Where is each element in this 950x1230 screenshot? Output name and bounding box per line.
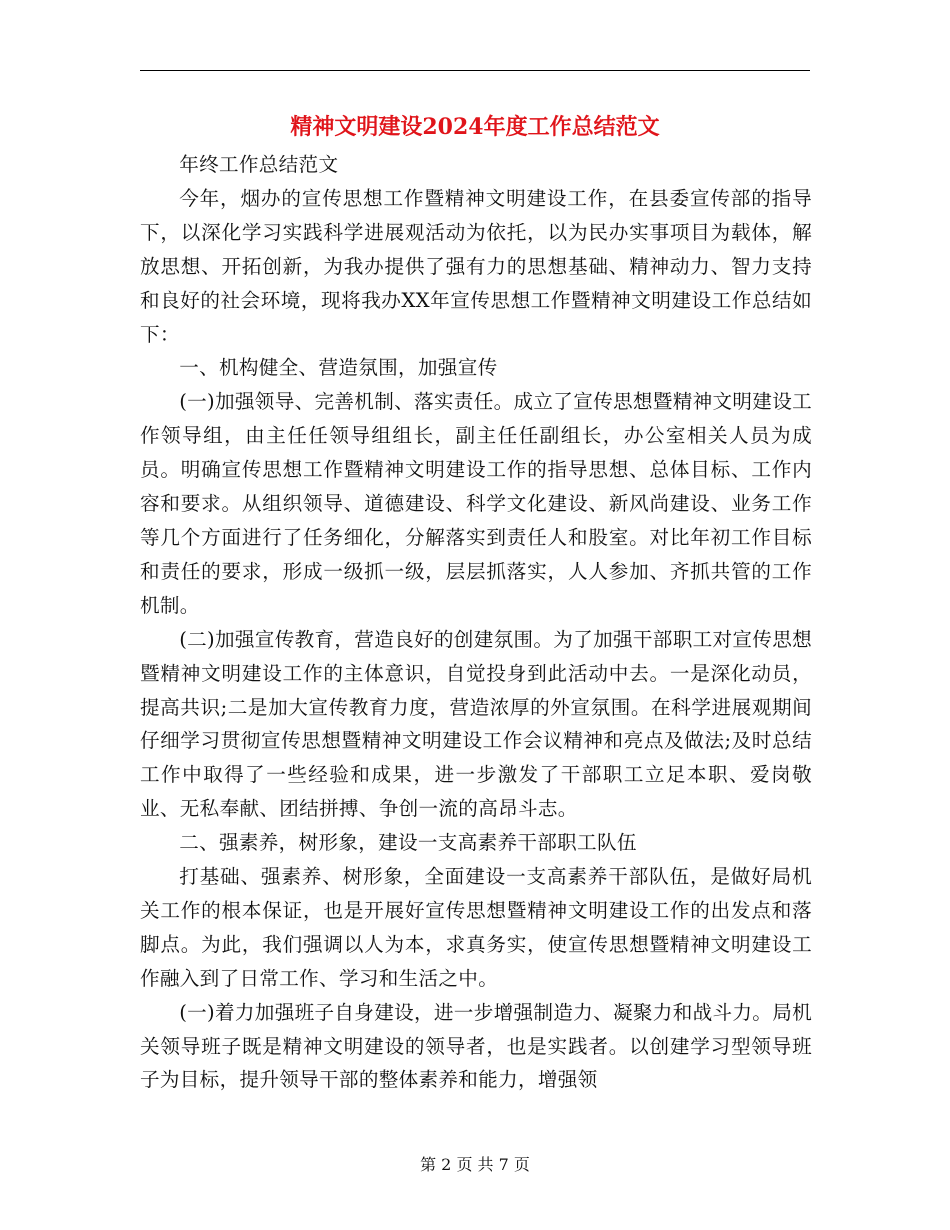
page-number: 第 2 页 共 7 页 <box>420 1155 530 1174</box>
paragraph-subtitle: 年终工作总结范文 <box>179 153 339 176</box>
header-rule <box>140 70 810 71</box>
document-title: 精神文明建设2024年度工作总结范文 <box>290 114 660 140</box>
document-body <box>140 148 812 1097</box>
section-heading-1: 一、机构健全、营造氛围，加强宣传 <box>179 356 498 380</box>
paragraph-intro: 今年，烟办的宣传思想工作暨精神文明建设工作，在县委宣传部的指导下，以深化学习实践科学进展观活动为依托，以为民办实事项目为载体，解放思想、开拓创新，为我办提供了强有力的思想基础、精神动力、智力支持和良好的社会环境，现将我办XX年宣传思想工作暨精神文明建设工作总结如下： <box>140 186 812 346</box>
paragraph-1-1: (一)加强领导、完善机制、落实责任。成立了宣传思想暨精神文明建设工作领导组，由主任任领导组组长，副主任任副组长，办公室相关人员为成员。明确宣传思想工作暨精神文明建设工作的指导思想、总体目标、工作内容和要求。从组织领导、道德建设、科学文化建设、新风尚建设、业务工作等几个方面进行了任务细化，分解落实到责任人和股室。对比年初工作目标和责任的要求，形成一级抓一级，层层抓落实，人人参加、齐抓共管的工作机制。 <box>140 390 812 617</box>
paragraph-2-intro: 打基础、强素养、树形象，全面建设一支高素养干部队伍，是做好局机关工作的根本保证，也是开展好宣传思想暨精神文明建设工作的出发点和落脚点。为此，我们强调以人为本，求真务实，使宣传思想暨精神文明建设工作融入到了日常工作、学习和生活之中。 <box>140 865 812 990</box>
section-heading-2: 二、强素养，树形象，建设一支高素养干部职工队伍 <box>179 831 637 855</box>
paragraph-2-1: (一)着力加强班子自身建设，进一步增强制造力、凝聚力和战斗力。局机关领导班子既是精神文明建设的领导者，也是实践者。以创建学习型领导班子为目标，提升领导干部的整体素养和能力，增强领 <box>140 1000 812 1092</box>
paragraph-1-2: (二)加强宣传教育，营造良好的创建氛围。为了加强干部职工对宣传思想暨精神文明建设工作的主体意识，自觉投身到此活动中去。一是深化动员，提高共识;二是加大宣传教育力度，营造浓厚的外宣氛围。在科学进展观期间仔细学习贯彻宣传思想暨精神文明建设工作会议精神和亮点及做法;及时总结工作中取得了一些经验和成果，进一步激发了干部职工立足本职、爱岗敬业、无私奉献、团结拼搏、争创一流的高昂斗志。 <box>140 627 812 821</box>
